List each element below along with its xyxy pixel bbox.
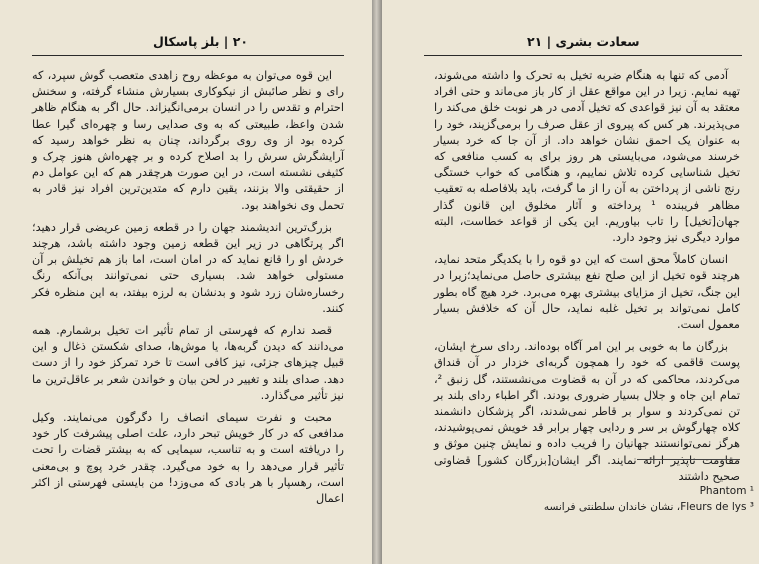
- footnotes: [460, 483, 754, 515]
- book-gutter: [372, 0, 382, 564]
- footnote: Phantom ¹: [699, 485, 754, 497]
- page-body: [434, 68, 740, 491]
- page-header: سعادت بشری | ٢١: [527, 34, 640, 49]
- page-body: [32, 68, 344, 513]
- right-page: [382, 0, 759, 564]
- paragraph: بزرگ‌ترین اندیشمند جهان را در قطعه زمین عریضی قرار دهید؛اگر پرتگاهی در زیر این قطعه زمین وجود داشته باشد، هرچند خردش او را قانع نماید که در امان است، اما باز هم تخیلش بر آن مستولی خواهد شد. بسیاری حتی نمی‌توانند بی‌آنکه رنگ رخساره‌شان زرد شود و بدنشان به لرزه بیفتد، به این منظره فکر کنند.: [32, 220, 344, 315]
- footnote-rule: [637, 459, 740, 460]
- paragraph: انسان کاملاً محق است که این دو قوه را با یکدیگر متحد نماید، هرچند قوه تخیل از این صلح نفع بیشتری حاصل می‌نماید؛زیرا در این جنگ، تخیل از مزایای بیشتری بهره می‌برد. خرد هیچ گاه بطور کامل نمی‌تواند بر تخیل غلبه نماید، حال آن که خلافش بسیار معمول است.: [434, 253, 740, 332]
- footnote: Fleurs de lys ³، نشان خاندان سلطنتی فرانسه: [543, 501, 754, 513]
- paragraph: محبت و نفرت سیمای انصاف را دگرگون می‌نمایند. وکیل مدافعی که در کار خویش تبحر دارد، علت اصلی پیشرفت کار خود را دریافته است و به تناسب، سیمایی که به بیشتر قضات را تحت تأثیر قرار می‌دهد را به خود می‌گیرد. چقدر خرد پوچ و بی‌معنی است، رهسپار با هر بادی که می‌وزد! من بایستی فهرستی از اکثر اعمال: [32, 411, 344, 506]
- header-rule: [424, 55, 742, 56]
- paragraph: قصد ندارم که فهرستی از تمام تأثیر ات تخیل برشمارم. همه می‌دانند که دیدن گربه‌ها، یا موش‌ها، صدای شکستن ذغال و این قبیل چیزهای جزئی، نیز کافی است تا خرد تمرکز خود را از دست دهد. صدای بلند و تغییر در لحن بیان و خواندن شعر بر عاقل‌ترین ما نیز تأثیر می‌گذارد.: [32, 324, 344, 402]
- left-page: [0, 0, 372, 564]
- paragraph: بزرگان ما به خوبی بر این امر آگاه بوده‌اند. ردای سرخ ایشان، پوست قاقمی که خود را همچون گربه‌ای خزدار در آن قنداق می‌کردند، محاکمی که در آن به قضاوت می‌نشستند، گل زنبق ²، تمام این جاه و جلال بسیار ضروری بودند. اگر اطباء ردای بلند بر تن نمی‌کردند و سوار بر قاطر نمی‌شدند، اگر پزشکان دانشمند کلاه چهارگوش بر سر و ردایی چهار برابر قد خویش نمی‌پوشیدند، هرگز نمی‌توانستند جهانیان را فریب داده و نمایش چنین موثق و مقاومت ناپذیر ارائه نمایند. اگر ایشان[بزرگان کشور] قضاوتی صحیح داشتند: [434, 340, 740, 483]
- paragraph: آدمی که تنها به هنگام ضربه تخیل به تحرک وا داشته می‌شوند، تهیه نمایم. زیرا در این مواقع عقل از کار باز می‌ماند و حتی افراد معتقد به آن نیز قواعدی که تخیل آدمی در هر نوبت خلق می‌کند را می‌پذیرند. هر کس که پیروی از عقل صرف را برمی‌گزیند، خود را به عنوان یک احمق نشان خواهد داد. از آن جا که خرد بسیار خرسند می‌شود، می‌بایستی هر روز برای به کسب منافعی که تخیل شناسایی کرده تلاش نماییم، و هنگامی که خواب خستگی رنج ناشی از پرداختن به آن را از ما گرفت، باید بلافاصله به تعقیب مظاهر فریبنده ¹ پرداخته و آثار مخلوق این قانون گذار جهان[تخیل] را تاب بیاوریم. این یکی از قواعد خطاست، البته موارد دیگری نیز وجود دارد.: [434, 69, 741, 245]
- paragraph: این قوه می‌توان به موعظه روح زاهدی متعصب گوش سپرد، که رای و نظر صائبش از نیکوکاری بسیارش منشاء گرفته، و سخنش احترام و تقدس را در انسان برمی‌انگیزاند. حال اگر به هنگام ظاهر شدن واعظ، طبیعتی که به وی صدایی رسا و چهره‌ای گیرا عطا کرده بود از وی روی برگرداند، چنان به نظر خواهد رسید که آرایشگرش سرش را بد اصلاح کرده و بر چهره‌اش هنوز چرک و کثیفی نشسته است، در این صورت هرچقدر هم که این عوامل دم از حقیقتی والا بزنند، یقین دارم که متدین‌ترین افراد نیز قادر به تحمل وی نخواهند بود.: [32, 69, 344, 212]
- header-rule: [32, 55, 344, 56]
- page-header: ٢٠ | بلز پاسکال: [153, 34, 248, 49]
